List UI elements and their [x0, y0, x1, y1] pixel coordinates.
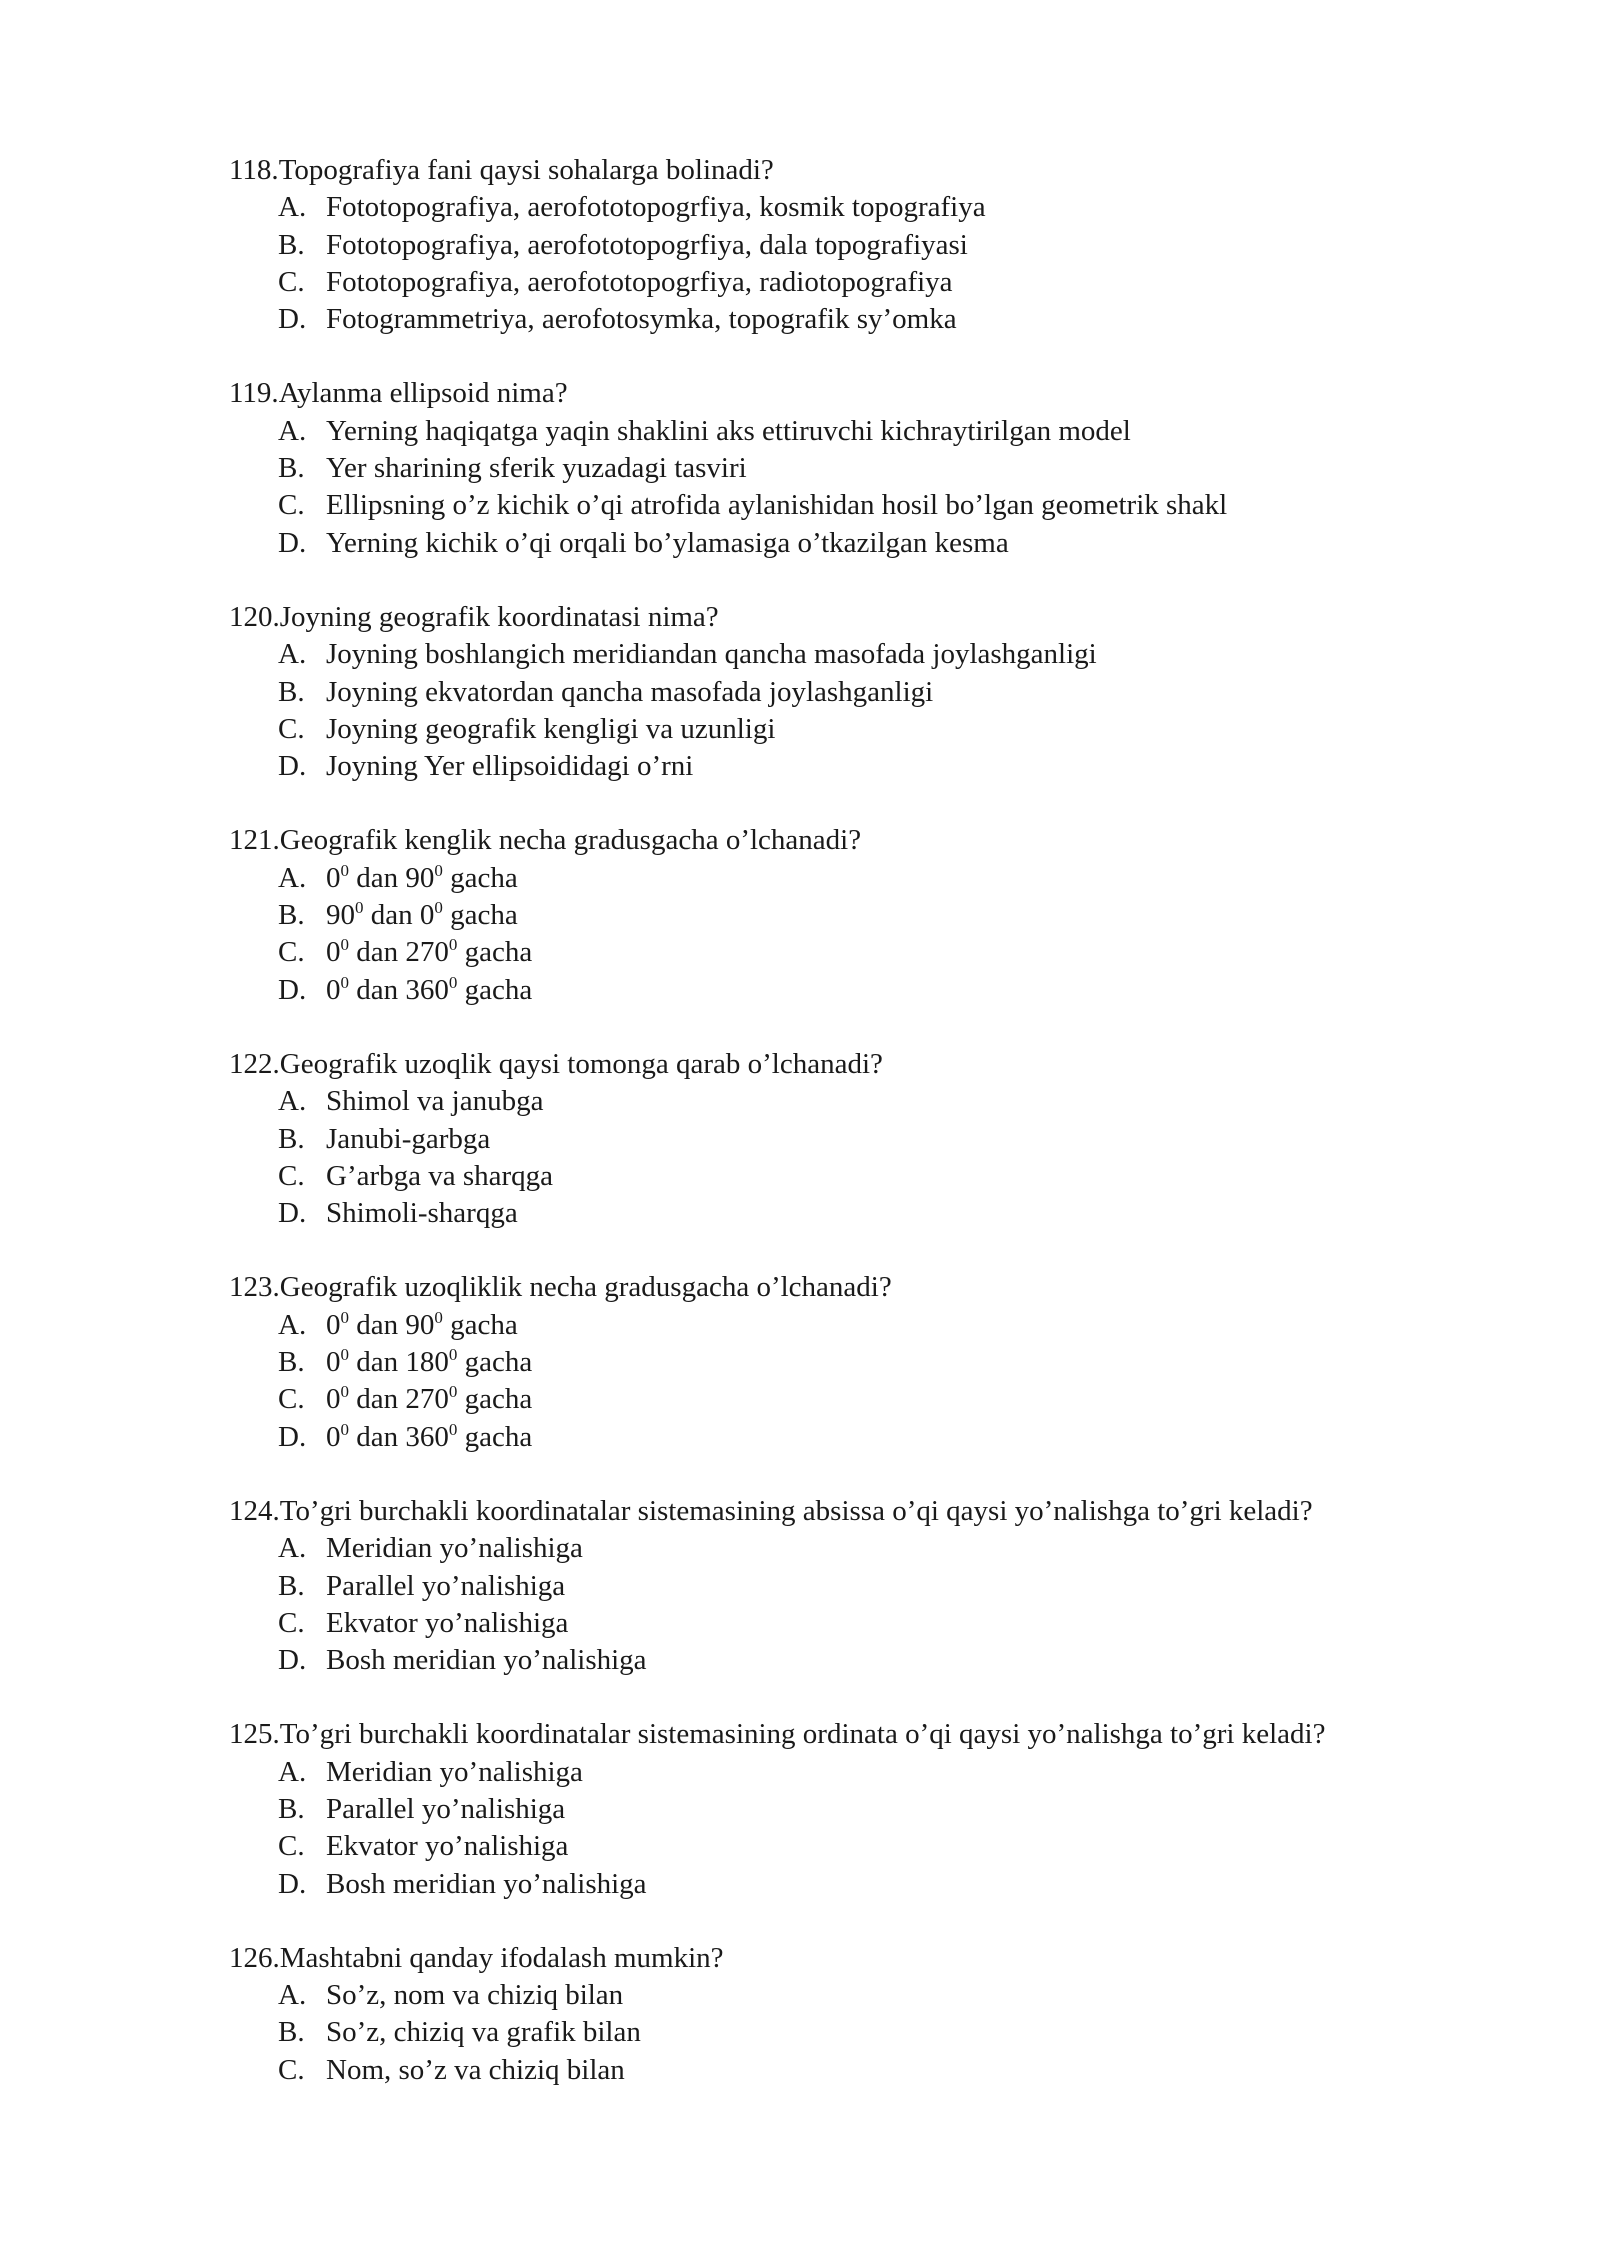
option-text	[326, 1197, 518, 1229]
option-letter: C.	[278, 2053, 305, 2086]
option-letter: A.	[278, 1085, 307, 1118]
answer-options	[229, 1754, 1569, 1903]
option-text-part: So’z, nom va chiziq bilan	[326, 1979, 624, 2012]
option-text	[326, 1346, 532, 1378]
option-text	[326, 750, 693, 782]
question-block	[229, 375, 1569, 561]
answer-option	[229, 1791, 1569, 1828]
option-letter: D.	[278, 303, 307, 336]
question-text	[229, 152, 1569, 189]
option-text	[326, 1979, 623, 2011]
option-text	[326, 2016, 641, 2048]
question-label: Geografik kenglik necha gradusgacha o’lchanadi?	[279, 824, 862, 857]
option-text	[326, 1644, 647, 1676]
question-number: 124.	[229, 1494, 280, 1527]
question-text	[229, 1493, 1569, 1530]
question-text	[229, 822, 1569, 859]
question-block	[229, 1716, 1569, 1902]
option-text-part: 0	[326, 1308, 341, 1341]
question-text	[229, 599, 1569, 636]
option-letter: C.	[278, 1606, 305, 1639]
question-number: 119.	[229, 377, 279, 410]
option-text-part: Meridian yo’nalishiga	[326, 1755, 583, 1788]
option-letter: A.	[278, 1979, 307, 2012]
option-text-part: Meridian yo’nalishiga	[326, 1532, 583, 1565]
option-text-part: Ekvator yo’nalishiga	[326, 1606, 569, 1639]
question-number: 122.	[229, 1047, 280, 1080]
option-letter: B.	[278, 1569, 305, 1602]
question-block	[229, 822, 1569, 1008]
option-letter: B.	[278, 1122, 305, 1155]
answer-option	[229, 1530, 1569, 1567]
option-letter: D.	[278, 526, 307, 559]
option-text-part: Joyning boshlangich meridiandan qancha masofada joylashganligi	[326, 638, 1097, 671]
option-text-part: Yer sharining sferik yuzadagi tasviri	[326, 452, 747, 485]
answer-option	[229, 2052, 1569, 2089]
option-text-part: dan 360	[349, 1420, 449, 1453]
question-text	[229, 375, 1569, 412]
option-text-part: Janubi-garbga	[326, 1122, 491, 1155]
answer-options	[229, 860, 1569, 1009]
option-text-part: gacha	[442, 861, 518, 894]
answer-option	[229, 1344, 1569, 1381]
option-text-part: Fototopografiya, aerofototopogrfiya, kosmik topografiya	[326, 191, 986, 224]
option-letter: B.	[278, 228, 305, 261]
answer-option	[229, 1158, 1569, 1195]
option-text-part: gacha	[457, 1346, 533, 1379]
question-block	[229, 1046, 1569, 1232]
answer-options	[229, 636, 1569, 785]
option-text-part: G’arbga va sharqga	[326, 1159, 554, 1192]
option-text-part: Yerning haqiqatga yaqin shaklini aks ettiruvchi kichraytirilgan model	[326, 414, 1131, 447]
option-text	[326, 2054, 625, 2086]
answer-option	[229, 1828, 1569, 1865]
answer-options	[229, 413, 1569, 562]
answer-option	[229, 1419, 1569, 1456]
question-label: Joyning geografik koordinatasi nima?	[279, 600, 719, 633]
option-text-part: 0	[326, 936, 341, 969]
option-text-part: Joyning geografik kengligi va uzunligi	[326, 712, 776, 745]
option-letter: D.	[278, 1420, 307, 1453]
option-text-part: Parallel yo’nalishiga	[326, 1569, 566, 1602]
answer-option	[229, 227, 1569, 264]
option-letter: D.	[278, 1197, 307, 1230]
answer-option	[229, 450, 1569, 487]
answer-option	[229, 860, 1569, 897]
option-text-part: gacha	[442, 1308, 518, 1341]
option-text-part: gacha	[442, 899, 518, 932]
answer-option	[229, 1977, 1569, 2014]
option-text-part: dan 360	[349, 973, 449, 1006]
option-text-part: gacha	[457, 1383, 533, 1416]
option-letter: C.	[278, 489, 305, 522]
option-text-part: Joyning Yer ellipsoididagi o’rni	[326, 750, 694, 783]
option-text-part: Nom, so’z va chiziq bilan	[326, 2053, 625, 2086]
answer-option	[229, 972, 1569, 1009]
option-text-part: Shimoli-sharqga	[326, 1197, 518, 1230]
superscript-degree: 0	[434, 860, 443, 880]
question-label: Mashtabni qanday ifodalash mumkin?	[279, 1941, 724, 1974]
option-text-part: 0	[326, 973, 341, 1006]
answer-option	[229, 636, 1569, 673]
answer-options	[229, 1307, 1569, 1456]
option-text	[326, 1085, 543, 1117]
option-text	[326, 527, 1009, 559]
option-letter: B.	[278, 1346, 305, 1379]
answer-option	[229, 1381, 1569, 1418]
option-text	[326, 229, 968, 261]
question-block	[229, 1269, 1569, 1455]
option-text	[326, 1383, 532, 1415]
answer-option	[229, 413, 1569, 450]
superscript-degree: 0	[340, 1307, 349, 1327]
superscript-degree: 0	[340, 935, 349, 955]
question-label: Aylanma ellipsoid nima?	[278, 377, 568, 410]
option-letter: A.	[278, 414, 307, 447]
answer-options	[229, 1530, 1569, 1679]
option-text-part: 0	[326, 1420, 341, 1453]
answer-option	[229, 1642, 1569, 1679]
option-text	[326, 1830, 568, 1862]
option-text	[326, 415, 1131, 447]
answer-option	[229, 1605, 1569, 1642]
option-text	[326, 1532, 583, 1564]
option-text-part: dan 270	[349, 1383, 449, 1416]
option-text-part: 0	[326, 861, 341, 894]
document-page	[229, 152, 1569, 2126]
option-text-part: dan 180	[349, 1346, 449, 1379]
option-text-part: 0	[326, 1346, 341, 1379]
option-text-part: So’z, chiziq va grafik bilan	[326, 2016, 641, 2049]
option-text-part: Fototopografiya, aerofototopogrfiya, radiotopografiya	[326, 265, 953, 298]
option-text-part: 0	[326, 1383, 341, 1416]
option-letter: B.	[278, 899, 305, 932]
option-letter: C.	[278, 1159, 305, 1192]
question-number: 125.	[229, 1718, 280, 1751]
answer-option	[229, 301, 1569, 338]
answer-option	[229, 189, 1569, 226]
option-letter: C.	[278, 936, 305, 969]
answer-option	[229, 1568, 1569, 1605]
superscript-degree: 0	[448, 935, 458, 955]
answer-options	[229, 189, 1569, 338]
question-text	[229, 1046, 1569, 1083]
answer-option	[229, 934, 1569, 971]
option-letter: A.	[278, 1308, 307, 1341]
option-letter: A.	[278, 1755, 307, 1788]
question-block	[229, 1493, 1569, 1679]
option-text	[326, 676, 933, 708]
option-text	[326, 974, 532, 1006]
superscript-degree: 0	[448, 972, 458, 992]
option-text-part: dan 0	[363, 899, 435, 932]
option-text-part: gacha	[457, 936, 533, 969]
option-letter: A.	[278, 1532, 307, 1565]
superscript-degree: 0	[340, 972, 349, 992]
option-text-part: dan 90	[349, 861, 435, 894]
option-text-part: Fotogrammetriya, aerofotosymka, topografik sy’omka	[326, 303, 957, 336]
answer-option	[229, 711, 1569, 748]
superscript-degree: 0	[434, 898, 443, 918]
superscript-degree: 0	[340, 1419, 349, 1439]
superscript-degree: 0	[340, 1382, 349, 1402]
option-letter: D.	[278, 750, 307, 783]
question-label: Geografik uzoqlik qaysi tomonga qarab o’lchanadi?	[279, 1047, 883, 1080]
question-text	[229, 1716, 1569, 1753]
option-text	[326, 1421, 532, 1453]
question-block	[229, 1940, 1569, 2089]
answer-option	[229, 1195, 1569, 1232]
option-letter: C.	[278, 265, 305, 298]
answer-option	[229, 1307, 1569, 1344]
question-label: Geografik uzoqliklik necha gradusgacha o’lchanadi?	[279, 1271, 892, 1304]
question-text	[229, 1269, 1569, 1306]
superscript-degree: 0	[340, 860, 349, 880]
option-text-part: Ellipsning o’z kichik o’qi atrofida aylanishidan hosil bo’lgan geometrik shakl	[326, 489, 1228, 522]
superscript-degree: 0	[340, 1345, 349, 1365]
answer-option	[229, 748, 1569, 785]
answer-option	[229, 264, 1569, 301]
option-text-part: dan 90	[349, 1308, 435, 1341]
answer-option	[229, 674, 1569, 711]
superscript-degree: 0	[355, 898, 364, 918]
answer-option	[229, 525, 1569, 562]
question-block	[229, 152, 1569, 338]
option-letter: B.	[278, 2016, 305, 2049]
option-letter: C.	[278, 1830, 305, 1863]
option-text	[326, 862, 518, 894]
question-number: 126.	[229, 1941, 280, 1974]
option-text-part: dan 270	[349, 936, 449, 969]
option-text-part: Bosh meridian yo’nalishiga	[326, 1644, 647, 1677]
option-text-part: Parallel yo’nalishiga	[326, 1792, 566, 1825]
question-number: 123.	[229, 1271, 280, 1304]
option-letter: B.	[278, 452, 305, 485]
answer-option	[229, 487, 1569, 524]
option-text-part: gacha	[457, 973, 533, 1006]
option-text-part: Joyning ekvatordan qancha masofada joylashganligi	[326, 675, 934, 708]
question-label: To’gri burchakli koordinatalar sistemasining absissa o’qi qaysi yo’nalishga to’gri keladi?	[279, 1494, 1313, 1527]
superscript-degree: 0	[448, 1419, 458, 1439]
option-text	[326, 713, 775, 745]
option-letter: A.	[278, 861, 307, 894]
option-text-part: Bosh meridian yo’nalishiga	[326, 1867, 647, 1900]
question-label: To’gri burchakli koordinatalar sistemasining ordinata o’qi qaysi yo’nalishga to’gri keladi?	[279, 1718, 1326, 1751]
option-text	[326, 1756, 583, 1788]
option-text-part: Shimol va janubga	[326, 1085, 544, 1118]
question-label: Topografiya fani qaysi sohalarga bolinadi?	[278, 154, 774, 186]
question-block	[229, 599, 1569, 785]
option-text	[326, 1607, 568, 1639]
superscript-degree: 0	[448, 1382, 458, 1402]
option-text	[326, 303, 957, 335]
answer-option	[229, 897, 1569, 934]
superscript-degree: 0	[448, 1345, 458, 1365]
option-text-part: 90	[326, 899, 355, 932]
option-text	[326, 266, 953, 298]
option-text	[326, 638, 1097, 670]
option-text-part: Fototopografiya, aerofototopogrfiya, dala topografiyasi	[326, 228, 968, 261]
superscript-degree: 0	[434, 1307, 443, 1327]
option-text	[326, 489, 1227, 521]
option-letter: D.	[278, 1644, 307, 1677]
option-text	[326, 1123, 490, 1155]
option-text	[326, 452, 747, 484]
question-text	[229, 1940, 1569, 1977]
answer-options	[229, 1977, 1569, 2089]
option-text	[326, 1868, 647, 1900]
answer-option	[229, 1121, 1569, 1158]
option-letter: D.	[278, 1867, 307, 1900]
answer-option	[229, 1083, 1569, 1120]
option-text	[326, 191, 986, 223]
option-letter: A.	[278, 638, 307, 671]
option-letter: D.	[278, 973, 307, 1006]
question-number: 120.	[229, 600, 280, 633]
option-text	[326, 936, 532, 968]
option-letter: B.	[278, 675, 305, 708]
answer-options	[229, 1083, 1569, 1232]
option-text-part: Ekvator yo’nalishiga	[326, 1830, 569, 1863]
answer-option	[229, 1866, 1569, 1903]
option-letter: B.	[278, 1792, 305, 1825]
option-text	[326, 899, 518, 931]
option-text	[326, 1570, 565, 1602]
option-text	[326, 1793, 565, 1825]
option-letter: C.	[278, 1383, 305, 1416]
question-number: 121.	[229, 824, 280, 857]
question-number: 118.	[229, 154, 279, 186]
answer-option	[229, 1754, 1569, 1791]
option-letter: C.	[278, 712, 305, 745]
option-text	[326, 1160, 553, 1192]
option-text-part: gacha	[457, 1420, 533, 1453]
answer-option	[229, 2014, 1569, 2051]
option-letter: A.	[278, 191, 307, 224]
option-text	[326, 1309, 518, 1341]
question-list	[229, 152, 1569, 2089]
option-text-part: Yerning kichik o’qi orqali bo’ylamasiga o’tkazilgan kesma	[326, 526, 1009, 559]
